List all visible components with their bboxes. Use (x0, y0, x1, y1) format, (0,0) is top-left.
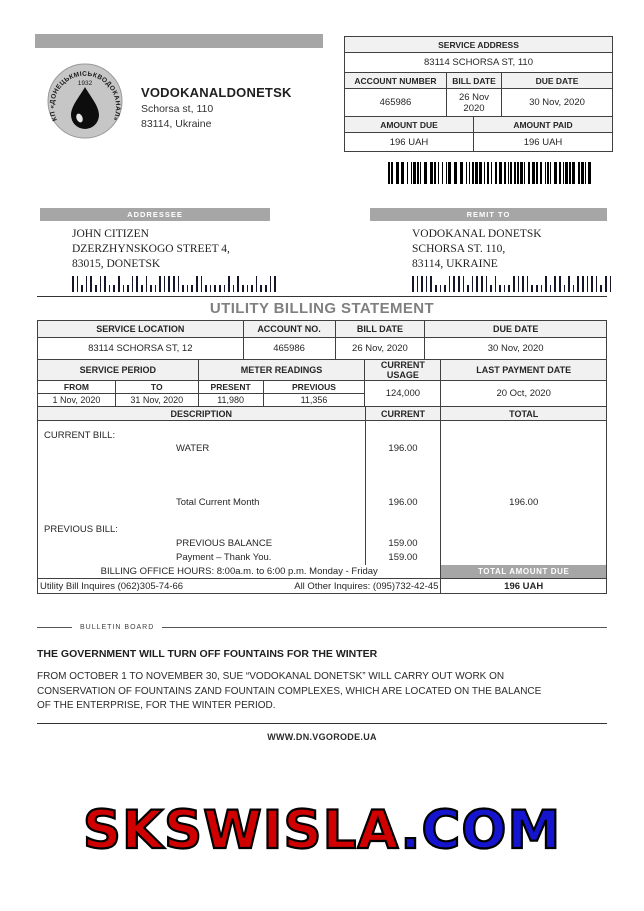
description-label: DESCRIPTION (38, 407, 366, 421)
remit-city: 83114, UKRAINE (412, 258, 498, 270)
bill-date-value: 26 Nov 2020 (447, 89, 502, 117)
watermark-domain: .COM (400, 800, 562, 861)
remit-postal-barcode (412, 276, 610, 292)
service-location-label: SERVICE LOCATION (38, 321, 244, 338)
other-inquiries: All Other Inquires: (095)732-42-45 (294, 580, 439, 592)
utility-inquiries: Utility Bill Inquires (062)305-74-66 (40, 580, 184, 592)
to-value: 31 Nov, 2020 (115, 394, 198, 407)
bulletin-label: BULLETIN BOARD (80, 624, 155, 631)
payment-thank-you-label: Payment – Thank You. (38, 551, 366, 565)
remit-name: VODOKANAL DONETSK (412, 228, 542, 240)
bulletin-rule-right (162, 627, 607, 628)
due-date-value: 30 Nov, 2020 (502, 89, 613, 117)
addressee-block (72, 227, 278, 292)
website-url: WWW.DN.VGORODE.UA (267, 731, 377, 742)
current-usage-label: CURRENT USAGE (365, 360, 441, 381)
previous-balance-current: 159.00 (365, 537, 441, 551)
previous-label: PREVIOUS (263, 381, 365, 394)
water-drop-logo-icon (44, 60, 126, 142)
remit-street: SCHORSA ST. 110, (412, 243, 506, 255)
period-table (37, 359, 607, 407)
stmt-due-date-label: DUE DATE (425, 321, 607, 338)
total-amount-due-label: TOTAL AMOUNT DUE (441, 565, 607, 579)
water-label: WATER (38, 441, 366, 457)
amount-paid-label: AMOUNT PAID (474, 117, 613, 133)
logo-ring-text: КП «ДОНЕЦЬКМІСЬКВОДОКАНАЛ» (48, 70, 122, 122)
top-divider-bar (35, 34, 323, 48)
present-value: 11,980 (198, 394, 263, 407)
from-label: FROM (38, 381, 116, 394)
account-number-value: 465986 (345, 89, 447, 117)
last-payment-date-value: 20 Oct, 2020 (441, 381, 607, 407)
addressee-section-label: ADDRESSEE (40, 208, 270, 221)
description-table (37, 406, 607, 594)
meter-readings-label: METER READINGS (198, 360, 365, 381)
due-date-label: DUE DATE (502, 73, 613, 89)
bulletin-label-row (37, 624, 607, 631)
total-amount-due-value: 196 UAH (441, 579, 607, 594)
from-value: 1 Nov, 2020 (38, 394, 116, 407)
addressee-street: DZERZHYNSKOGO STREET 4, (72, 243, 230, 255)
service-address-value: 83114 SCHORSA ST, 110 (345, 53, 613, 73)
current-label: CURRENT (365, 407, 441, 421)
billing-hours: BILLING OFFICE HOURS: 8:00a.m. to 6:00 p.m. Monday - Friday (38, 565, 441, 579)
service-address-header: SERVICE ADDRESS (345, 37, 613, 53)
account-no-value: 465986 (243, 338, 335, 360)
stmt-bill-date-label: BILL DATE (335, 321, 425, 338)
to-label: TO (115, 381, 198, 394)
payment-current: 159.00 (365, 551, 441, 565)
total-label: TOTAL (441, 407, 607, 421)
company-block (141, 85, 292, 130)
amount-due-value: 196 UAH (345, 133, 474, 152)
total-current-month-label: Total Current Month (38, 495, 366, 511)
total-current-month-total: 196.00 (441, 495, 607, 511)
company-name: VODOKANALDONETSK (141, 85, 292, 100)
previous-bill-label: PREVIOUS BILL: (38, 522, 366, 537)
water-current-value: 196.00 (365, 441, 441, 457)
statement-title: UTILITY BILLING STATEMENT (209, 300, 435, 317)
company-address-line1: Schorsa st, 110 (141, 103, 214, 115)
present-label: PRESENT (198, 381, 263, 394)
account-number-label: ACCOUNT NUMBER (345, 73, 447, 89)
watermark (0, 800, 644, 861)
bulletin-body: FROM OCTOBER 1 TO NOVEMBER 30, SUE “VODOKANAL DONETSK” WILL CARRY OUT WORK ON CONSERVATION OF FOUNTAINS ZAND FOUNTAIN COMPLEXES, WHICH ARE LOCATED ON THE BALANCE OF THE ENTERPRISE, FOR THE WINTER PERIOD. (37, 671, 542, 711)
company-logo (44, 60, 126, 147)
service-period-label: SERVICE PERIOD (38, 360, 199, 381)
amount-paid-value: 196 UAH (474, 133, 613, 152)
account-barcode (388, 162, 593, 184)
location-table (37, 320, 607, 360)
bulletin-bottom-rule (37, 723, 607, 724)
previous-balance-label: PREVIOUS BALANCE (38, 537, 366, 551)
addressee-postal-barcode (72, 276, 278, 292)
total-current-month-current: 196.00 (365, 495, 441, 511)
remit-to-block (412, 227, 610, 292)
addressee-name: JOHN CITIZEN (72, 228, 149, 240)
current-bill-label: CURRENT BILL: (38, 421, 366, 441)
amount-due-label: AMOUNT DUE (345, 117, 474, 133)
watermark-name: SKSWISLA (82, 800, 401, 861)
bulletin-board (37, 624, 607, 742)
stmt-bill-date-value: 26 Nov, 2020 (335, 338, 425, 360)
billing-statement (37, 296, 607, 594)
service-location-value: 83114 SCHORSA ST, 12 (38, 338, 244, 360)
bill-date-label: BILL DATE (447, 73, 502, 89)
company-address-line2: 83114, Ukraine (141, 118, 212, 130)
remit-to-section-label: REMIT TO (370, 208, 607, 221)
last-payment-date-label: LAST PAYMENT DATE (441, 360, 607, 381)
previous-value: 11,356 (263, 394, 365, 407)
service-address-table (344, 36, 613, 152)
stmt-due-date-value: 30 Nov, 2020 (425, 338, 607, 360)
addressee-city: 83015, DONETSK (72, 258, 161, 270)
account-no-label: ACCOUNT NO. (243, 321, 335, 338)
bulletin-heading: THE GOVERNMENT WILL TURN OFF FOUNTAINS FOR THE WINTER (37, 648, 378, 660)
logo-year: 1932 (77, 80, 93, 87)
current-usage-value: 124,000 (365, 381, 441, 407)
bulletin-rule-left (37, 627, 72, 628)
